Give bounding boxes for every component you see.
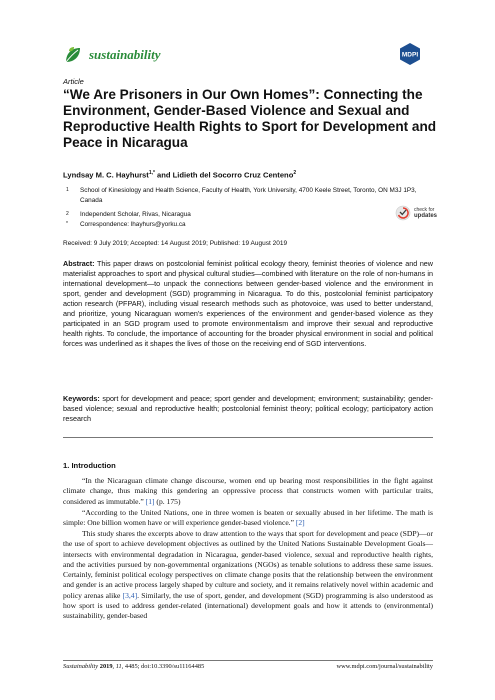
journal-logo[interactable] (63, 45, 161, 65)
author-name[interactable]: Lidieth del Socorro Cruz Centeno (172, 170, 294, 180)
correspondence-text[interactable]: Correspondence: lhayhurs@yorku.ca (80, 221, 186, 228)
keywords (63, 394, 433, 424)
check-for-updates-button[interactable] (395, 205, 437, 221)
check-updates-line2: updates (414, 213, 438, 219)
footer-volume: , 11 (112, 663, 122, 670)
keywords-label: Keywords: (63, 394, 100, 403)
citation-link[interactable]: [2] (295, 518, 305, 528)
paragraph-text: “According to the United Nations, one in three women is beaten or sexually abused in her lifetime. The math is simple: One billion women have or will experience gender-based violence.” (63, 508, 433, 528)
authors (63, 170, 296, 180)
affiliation-mark: 1 (66, 187, 69, 193)
paragraph-text: . Similarly, the use of sport, gender, and development (SGD) programming is also understood as how sport is used to address gender-related (international) development goals and how it attends to (environmental) sustainability, gender-based (63, 590, 433, 621)
correspondence (66, 220, 426, 230)
article-type: Article (63, 77, 84, 86)
affiliation-mark: 2 (66, 211, 69, 217)
citation-link[interactable]: [3,4] (122, 590, 138, 600)
author-affiliation-mark: 2 (293, 170, 297, 176)
footer-url[interactable]: www.mdpi.com/journal/sustainability (336, 663, 433, 670)
paragraph (63, 508, 433, 529)
check-updates-icon (395, 205, 411, 221)
paragraph (63, 476, 433, 507)
citation-link[interactable]: [1] (145, 496, 155, 506)
paper-title: “We Are Prisoners in Our Own Homes”: Connecting the Environment, Gender-Based Violence and Sexual and Reproductive Health Rights to Sport for Development and Peace in Nicaragua (63, 87, 437, 150)
abstract-text: This paper draws on postcolonial feminist political ecology theory, feminist theories of violence and new materialist approaches to sport and physical cultural studies—combined with literature on the role of non-humans in international development—to unpack the connections between gender-based violence and the environment in sport, gender and development (SGD) programming in Nicaragua. To do this, postcolonial feminist participatory action research (PFPAR), including visual research methods such as photovoice, was used to better understand, and prioritize, young Nicaraguan women’s experiences of the environment and gender-based violence as they participated in an SGD program used to promote environmentalism and improve their sexual and reproductive health rights. To conclude, the importance of accounting for the broader physical environment in social and political forces was underlined as it shapes the lives of those on the receiving end of SGD interventions. (63, 259, 433, 348)
author-affiliation-mark: 1,* (148, 170, 155, 176)
leaf-icon (63, 45, 83, 65)
footer-year: 2019 (98, 663, 113, 670)
affiliation-text: School of Kinesiology and Health Science, Faculty of Health, York University, 4700 Keele Street, Toronto, ON M3J 1P3, Canada (80, 187, 417, 204)
check-updates-line1: check for (414, 207, 435, 213)
section-divider (63, 437, 433, 438)
paragraph-text: (p. 175) (154, 496, 181, 506)
publication-dates: Received: 9 July 2019; Accepted: 14 August 2019; Published: 19 August 2019 (63, 240, 288, 247)
affiliation (66, 186, 426, 205)
footer-citation (63, 663, 204, 670)
paragraph-text: This study shares the excerpts above to draw attention to the ways that sport for development and peace (SDP)—or the use of sport to achieve development objectives as outlined by the United Nations Sustainable Development Goals—intersects with environmental degradation in Nicaragua, gender-based violence, sexual and reproductive health rights, and the activities pursued by non-governmental organizations (NGOs) as tenable solutions to address these same issues. Certainly, feminist political ecology perspectives on climate change posits that the relationship between the environment and gender is an active process largely shaped by culture and society, and it remains relatively novel within academic and policy arenas alike (63, 529, 433, 600)
footer-divider (63, 660, 433, 661)
affiliation (66, 210, 426, 220)
mdpi-logo-icon[interactable] (398, 42, 422, 66)
keywords-text: sport for development and peace; sport gender and development; environment; sustainability; gender-based violence; sexual and reproductive health; postcolonial feminist theory; political ecology; participatory action research (63, 394, 433, 423)
author-separator: and (154, 170, 173, 180)
author-name[interactable]: Lyndsay M. C. Hayhurst (63, 170, 149, 180)
footer-doi[interactable]: , 4485; doi:10.3390/su11164485 (121, 663, 205, 670)
paragraph (63, 529, 433, 622)
abstract (63, 259, 433, 349)
affiliation-mark: * (66, 221, 68, 227)
section-heading: 1. Introduction (63, 461, 116, 470)
abstract-label: Abstract: (63, 259, 95, 268)
affiliation-text: Independent Scholar, Rivas, Nicaragua (80, 211, 191, 218)
footer-journal: Sustainability (63, 663, 99, 670)
journal-name: sustainability (89, 47, 161, 62)
paragraph-text: “In the Nicaraguan climate change discourse, women end up bearing most responsibilities in the fight against climate change, thus making this gendering an oppressive process that constructs women with particular traits, considered as immutable.” (63, 476, 433, 506)
svg-text:MDPI: MDPI (401, 51, 419, 59)
